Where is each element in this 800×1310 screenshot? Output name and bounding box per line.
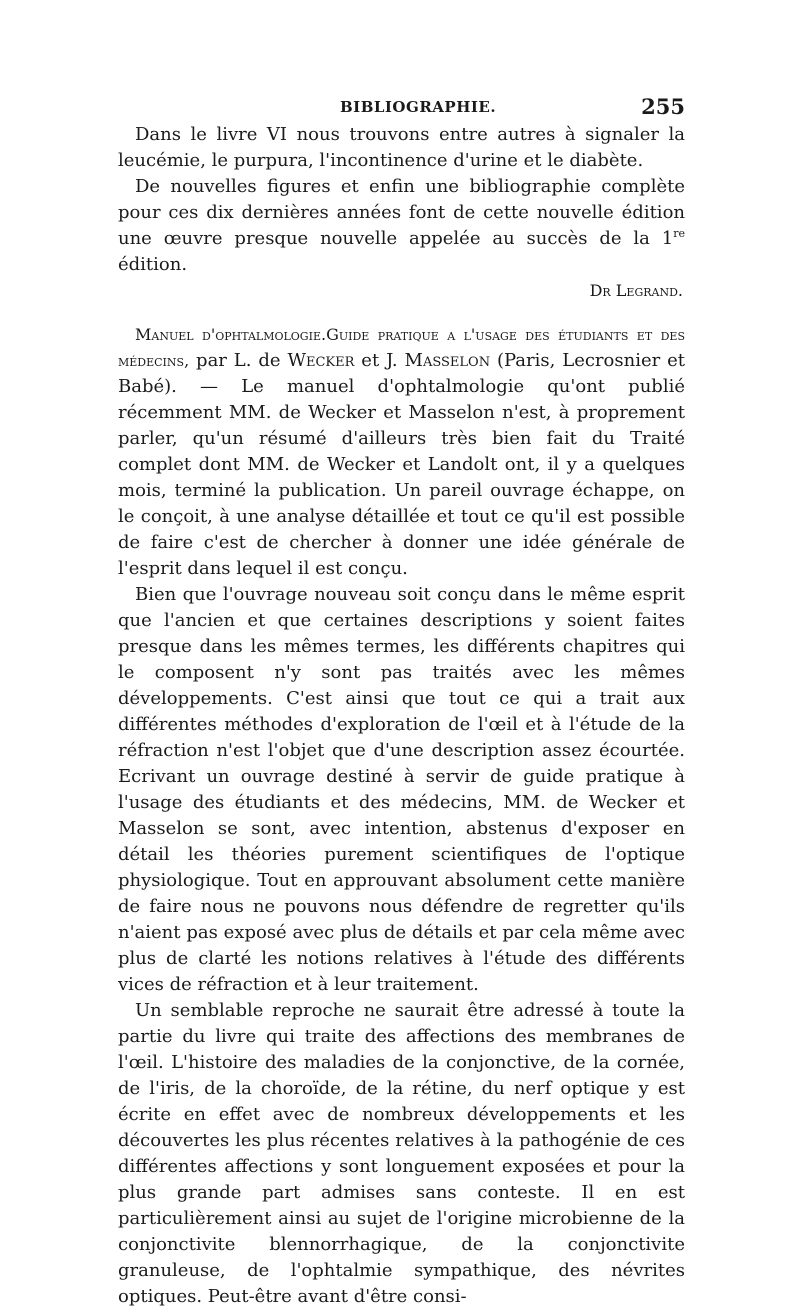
book-title: Manuel d'ophtalmologie.	[135, 325, 327, 344]
review-paragraph-2: Bien que l'ouvrage nouveau soit conçu dans le même esprit que l'ancien et que certaines descriptions y soient faites presque dans les mêmes termes, les différents chapitres qui le composent n'y sont pas traités avec les mêmes développements. C'est ainsi que tout ce qui a trait aux différentes méthodes d'exploration de l'œil et à l'étude de la réfraction n'est l'objet que d'une description assez écourtée. Ecrivant un ouvrage destiné à servir de guide pratique à l'usage des étudiants et des médecins, MM. de Wecker et Masselon se sont, avec intention, abstenus d'exposer en détail les théories purement scientifiques de l'optique physiologique. Tout en approuvant absolument cette manière de faire nous ne pouvons nous défendre de regretter qu'ils n'aient pas exposé avec plus de détails et par cela même avec plus de clarté les notions relatives à l'étude des différents vices de réfraction et à leur traitement.	[118, 584, 685, 995]
author-masselon: Masselon	[404, 350, 491, 371]
review-paragraph-3: Un semblable reproche ne saurait être adressé à toute la partie du livre qui traite des affections des membranes de l'œil. L'histoire des maladies de la conjonctive, de la cornée, de l'iris, de la choroïde, de la rétine, du nerf optique y est écrite en effet avec de nombreux développements et les découvertes les plus récentes relatives à la pathogénie de ces différentes affections y sont longuement exposées et pour la plus grande part admises sans conteste. Il en est particulièrement ainsi au sujet de l'origine microbienne de la conjonctivite blennorrhagique, de la conjonctivite granuleuse, de l'ophtalmie sympathique, des névrites optiques. Peut-être avant d'être consi-	[118, 1000, 685, 1307]
review-intro-text: (Paris, Lecrosnier et Babé). — Le manuel d'ophtalmologie qu'ont publié récemment MM. de Wecker et Masselon n'est, à proprement parler, qu'un résumé d'ailleurs très bien fait du Traité complet dont MM. de Wecker et Landolt ont, il y a quelques mois, terminé la publication. Un pareil ouvrage échappe, on le conçoit, à une analyse détaillée et tout ce qu'il est possible de faire c'est de chercher à donner une idée générale de l'esprit dans lequel il est conçu.	[118, 350, 685, 579]
page-header	[118, 96, 685, 120]
page-number: 255	[641, 94, 685, 119]
review-heading-paragraph	[118, 322, 685, 582]
running-head: BIBLIOGRAPHIE.	[340, 98, 497, 116]
p2-text-end: édition.	[118, 254, 188, 275]
author-and: et J.	[354, 350, 405, 371]
previous-review-paragraph-2	[118, 174, 685, 278]
author-by: par L. de	[189, 350, 288, 371]
page-body	[118, 122, 685, 1310]
author-wecker: Wecker	[287, 350, 355, 371]
edition-superscript: re	[673, 227, 685, 240]
p2-text: De nouvelles figures et enfin une bibliographie complète pour ces dix dernières années font de cette nouvelle édition une œuvre presque nouvelle appelée au succès de la 1	[118, 176, 685, 249]
reviewer-signature: Dr Legrand.	[589, 281, 683, 300]
previous-review-paragraph-1: Dans le livre VI nous trouvons entre autres à signaler la leucémie, le purpura, l'incontinence d'urine et le diabète.	[118, 124, 685, 171]
book-subtitle: Guide pratique a l'usage des étudiants et des médecins,	[118, 325, 685, 370]
